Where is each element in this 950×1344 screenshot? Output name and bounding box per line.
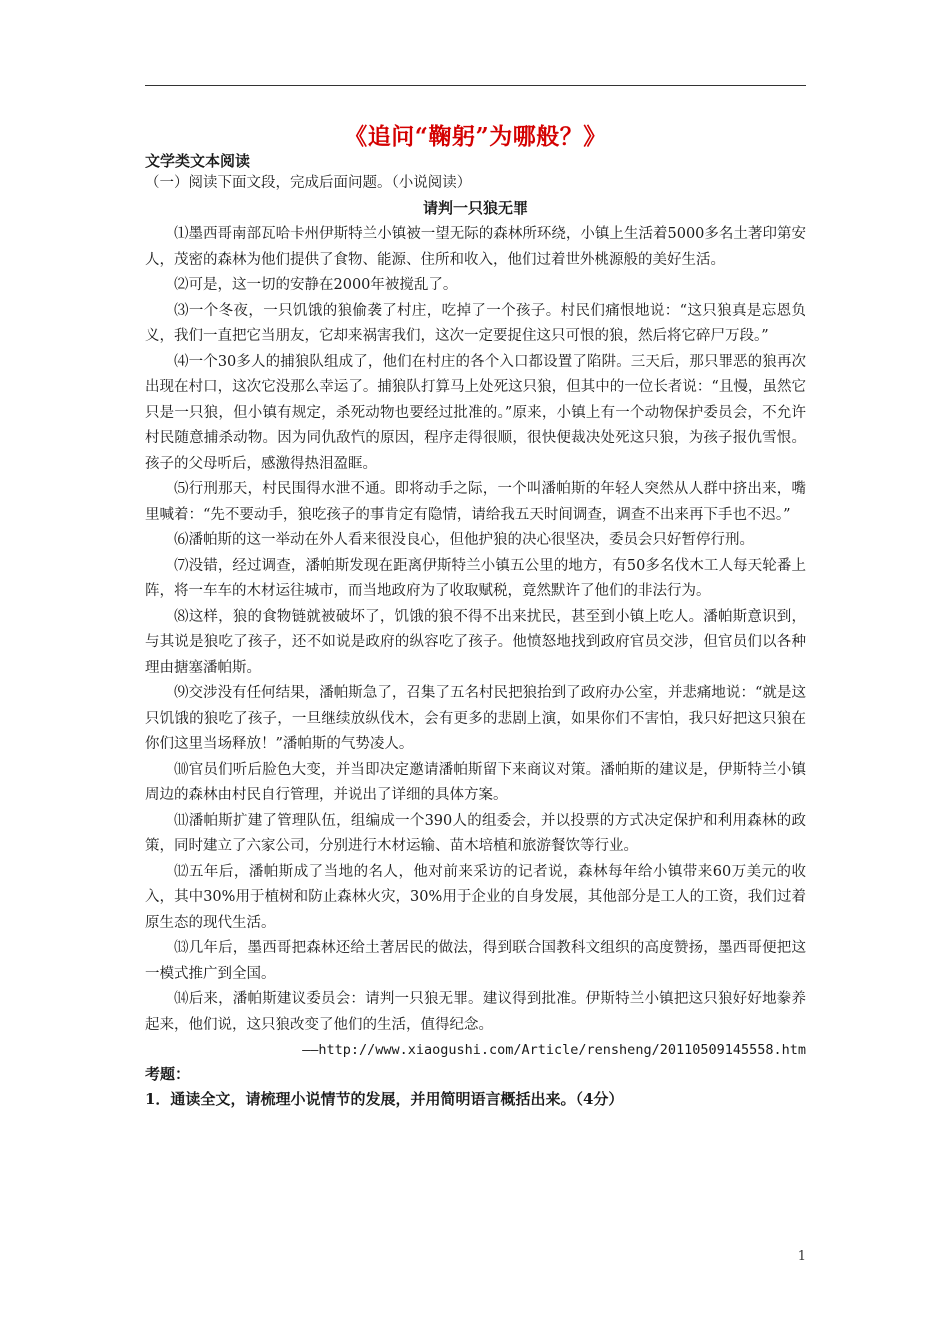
story-paragraph: ⑸行刑那天，村民围得水泄不通。即将动手之际，一个叫潘帕斯的年轻人突然从人群中挤出来，嘴里喊着：“先不要动手，狼吃孩子的事肯定有隐情，请给我五天时间调查，调查不出来再下手也不迟。” — [145, 481, 806, 523]
header-rule — [145, 85, 806, 86]
story-paragraph: ⑺没错，经过调查，潘帕斯发现在距离伊斯特兰小镇五公里的地方，有50多名伐木工人每天轮番上阵，将一车车的木材运往城市，而当地政府为了收取赋税，竟然默许了他们的非法行为。 — [145, 557, 806, 599]
story-paragraph: ⑵可是，这一切的安静在2000年被搅乱了。 — [174, 277, 458, 293]
reading-instruction: （一）阅读下面文段，完成后面问题。（小说阅读） — [145, 175, 472, 191]
story-paragraph: ⑼交涉没有任何结果，潘帕斯急了，召集了五名村民把狼抬到了政府办公室，并悲痛地说：“就是这只饥饿的狼吃了孩子，一旦继续放纵伐木，会有更多的悲剧上演，如果你们不害怕，我只好把这只狼在你们这里当场释放！”潘帕斯的气势凌人。 — [145, 685, 806, 752]
story-paragraph: ⑶一个冬夜，一只饥饿的狼偷袭了村庄，吃掉了一个孩子。村民们痛恨地说：“这只狼真是忘恩负义，我们一直把它当朋友，它却来祸害我们，这次一定要捉住这只可恨的狼，然后将它碎尸万段。” — [145, 302, 806, 344]
story-paragraph: ⒀几年后，墨西哥把森林还给土著居民的做法，得到联合国教科文组织的高度赞扬，墨西哥便把这一模式推广到全国。 — [145, 940, 806, 982]
questions-label: 考题： — [145, 1065, 191, 1083]
story-paragraph: ⑴墨西哥南部瓦哈卡州伊斯特兰小镇被一望无际的森林所环绕，小镇上生活着5000多名土著印第安人，茂密的森林为他们提供了食物、能源、住所和收入，他们过着世外桃源般的美好生活。 — [145, 226, 806, 268]
story-title: 请判一只狼无罪 — [422, 199, 528, 217]
document-title: 《追问“鞠躬”为哪般？》 — [344, 123, 607, 150]
story-paragraph: ⑾潘帕斯扩建了管理队伍，组编成一个390人的组委会，并以投票的方式决定保护和利用森林的政策，同时建立了六家公司，分别进行木材运输、苗木培植和旅游餐饮等行业。 — [145, 812, 806, 854]
story-paragraph: ⑹潘帕斯的这一举动在外人看来很没良心，但他护狼的决心很坚决，委员会只好暂停行刑。 — [174, 532, 754, 548]
question-1: 1．通读全文，请梳理小说情节的发展，并用简明语言概括出来。（4分） — [145, 1090, 624, 1108]
page-number: 1 — [797, 1249, 806, 1264]
story-paragraph: ⒁后来，潘帕斯建议委员会：请判一只狼无罪。建议得到批准。伊斯特兰小镇把这只狼好好地豢养起来，他们说，这只狼改变了他们的生活，值得纪念。 — [145, 991, 806, 1033]
story-paragraph: ⑽官员们听后脸色大变，并当即决定邀请潘帕斯留下来商议对策。潘帕斯的建议是，伊斯特兰小镇周边的森林由村民自行管理，并说出了详细的具体方案。 — [145, 761, 806, 803]
story-paragraph: ⑷一个30多人的捕狼队组成了，他们在村庄的各个入口都设置了陷阱。三天后，那只罪恶的狼再次出现在村口，这次它没那么幸运了。捕狼队打算马上处死这只狼，但其中的一位长者说：“且慢，虽然它只是一只狼，但小镇有规定，杀死动物也要经过批准的。”原来，小镇上有一个动物保护委员会，不允许村民随意捕杀动物。因为同仇敌忾的原因，程序走得很顺，很快便裁决处死这只狼，为孩子报仇雪恨。孩子的父母听后，感激得热泪盈眶。 — [145, 353, 806, 472]
source-link: ——http://www.xiaogushi.com/Article/rensheng/20110509145558.htm — [302, 1042, 806, 1058]
document-body — [145, 150, 806, 1112]
story-paragraph: ⑿五年后，潘帕斯成了当地的名人，他对前来采访的记者说，森林每年给小镇带来60万美元的收入，其中30%用于植树和防止森林火灾，30%用于企业的自身发展，其他部分是工人的工资，我们过着原生态的现代生活。 — [145, 863, 806, 931]
story-paragraph: ⑻这样，狼的食物链就被破坏了，饥饿的狼不得不出来扰民，甚至到小镇上吃人。潘帕斯意识到，与其说是狼吃了孩子，还不如说是政府的纵容吃了孩子。他愤怒地找到政府官员交涉，但官员们以各种理由搪塞潘帕斯。 — [145, 608, 806, 676]
section-label: 文学类文本阅读 — [145, 152, 251, 170]
